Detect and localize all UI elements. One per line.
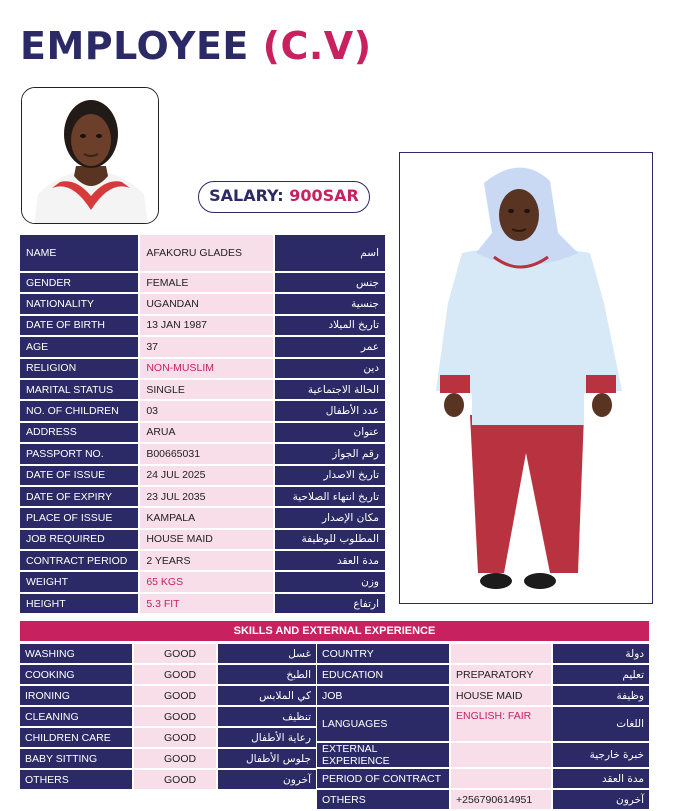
info-arabic-label: جنسية [275,294,385,313]
info-arabic-label: المطلوب للوظيفة [275,530,385,549]
info-value: B00665031 [138,444,274,463]
skill-arabic-label: كي الملابس [218,686,316,705]
personal-info-table [20,233,385,615]
info-label: DATE OF BIRTH [20,316,138,335]
experience-row [317,790,649,809]
skills-section-title: SKILLS AND EXTERNAL EXPERIENCE [20,621,649,641]
skill-label: IRONING [20,686,132,705]
skill-row [20,707,316,726]
info-arabic-label: تاريخ الاصدار [275,466,385,485]
experience-label: EDUCATION [317,665,449,684]
info-label: JOB REQUIRED [20,530,138,549]
info-row-nationality [20,294,385,313]
info-label: HEIGHT [20,594,138,613]
info-label: NAME [20,235,138,271]
experience-arabic-label: آخرون [553,790,649,809]
skills-table [20,642,316,791]
salary-value: 900SAR [289,186,359,205]
info-arabic-label: دين [275,359,385,378]
experience-value: PREPARATORY [449,665,553,684]
info-arabic-label: تاريخ الميلاد [275,316,385,335]
experience-label: PERIOD OF CONTRACT [317,769,449,788]
page-title [20,24,372,68]
info-value: KAMPALA [138,508,274,527]
info-label: CONTRACT PERIOD [20,551,138,570]
skill-arabic-label: غسل [218,644,316,663]
info-arabic-label: الحالة الاجتماعية [275,380,385,399]
info-label: RELIGION [20,359,138,378]
skill-label: WASHING [20,644,132,663]
info-arabic-label: مكان الإصدار [275,508,385,527]
info-label: ADDRESS [20,423,138,442]
skill-value: GOOD [132,707,218,726]
info-value: 13 JAN 1987 [138,316,274,335]
salary-badge [198,181,370,213]
info-value: 03 [138,401,274,420]
info-label: DATE OF ISSUE [20,466,138,485]
info-label: AGE [20,337,138,356]
info-row-passport-no [20,444,385,463]
experience-arabic-label: اللغات [553,707,649,741]
skill-arabic-label: الطبخ [218,665,316,684]
info-label: NO. OF CHILDREN [20,401,138,420]
info-row-children [20,401,385,420]
experience-value [449,644,553,663]
skill-row [20,770,316,789]
info-row-date-of-expiry [20,487,385,506]
skill-label: BABY SITTING [20,749,132,768]
info-value: 37 [138,337,274,356]
info-row-marital-status [20,380,385,399]
info-value: UGANDAN [138,294,274,313]
skill-row [20,644,316,663]
skill-label: COOKING [20,665,132,684]
info-row-address [20,423,385,442]
info-value: 24 JUL 2025 [138,466,274,485]
info-arabic-label: تاريخ انتهاء الصلاحية [275,487,385,506]
experience-value: ENGLISH: FAIR [449,707,553,741]
info-value: NON-MUSLIM [138,359,274,378]
skill-arabic-label: آخرون [218,770,316,789]
experience-arabic-label: مدة العقد [553,769,649,788]
info-row-place-of-issue [20,508,385,527]
info-label: NATIONALITY [20,294,138,313]
info-row-contract-period [20,551,385,570]
title-main: EMPLOYEE [20,24,249,68]
skill-arabic-label: تنظيف [218,707,316,726]
info-value: 23 JUL 2035 [138,487,274,506]
info-value: SINGLE [138,380,274,399]
experience-label: JOB [317,686,449,705]
skill-value: GOOD [132,665,218,684]
experience-label: COUNTRY [317,644,449,663]
skill-value: GOOD [132,644,218,663]
skill-value: GOOD [132,686,218,705]
info-label: PASSPORT NO. [20,444,138,463]
experience-row [317,686,649,705]
info-row-age [20,337,385,356]
info-value: AFAKORU GLADES [138,235,274,271]
info-value: FEMALE [138,273,274,292]
experience-row [317,743,649,767]
info-row-religion [20,359,385,378]
experience-value: +256790614951 [449,790,553,809]
full-body-photo [399,152,653,604]
skill-row [20,728,316,747]
info-arabic-label: وزن [275,572,385,591]
info-row-date-of-birth [20,316,385,335]
info-label: PLACE OF ISSUE [20,508,138,527]
info-arabic-label: عنوان [275,423,385,442]
skill-row [20,749,316,768]
info-label: MARITAL STATUS [20,380,138,399]
skill-arabic-label: رعاية الأطفال [218,728,316,747]
experience-arabic-label: دولة [553,644,649,663]
info-row-height [20,594,385,613]
info-value: 65 KGS [138,572,274,591]
info-row-date-of-issue [20,466,385,485]
experience-row [317,665,649,684]
info-arabic-label: اسم [275,235,385,271]
passport-photo [21,87,159,224]
info-row-weight [20,572,385,591]
info-label: GENDER [20,273,138,292]
experience-row [317,707,649,741]
skill-value: GOOD [132,770,218,789]
info-arabic-label: رقم الجواز [275,444,385,463]
info-value: 2 YEARS [138,551,274,570]
info-arabic-label: جنس [275,273,385,292]
skill-label: OTHERS [20,770,132,789]
info-row-gender [20,273,385,292]
experience-label: LANGUAGES [317,707,449,741]
experience-label: OTHERS [317,790,449,809]
experience-value: HOUSE MAID [449,686,553,705]
experience-value [449,743,553,767]
experience-value [449,769,553,788]
experience-row [317,769,649,788]
experience-arabic-label: خبرة خارجية [553,743,649,767]
skill-value: GOOD [132,728,218,747]
skill-label: CHILDREN CARE [20,728,132,747]
experience-label: EXTERNAL EXPERIENCE [317,743,449,767]
info-row-job-required [20,530,385,549]
title-accent: (C.V) [262,24,372,68]
experience-arabic-label: وظيفة [553,686,649,705]
info-value: 5.3 FIT [138,594,274,613]
info-row-name [20,235,385,271]
info-label: DATE OF EXPIRY [20,487,138,506]
info-label: WEIGHT [20,572,138,591]
skill-label: CLEANING [20,707,132,726]
skill-arabic-label: جلوس الأطفال [218,749,316,768]
info-value: ARUA [138,423,274,442]
info-value: HOUSE MAID [138,530,274,549]
skill-row [20,665,316,684]
experience-row [317,644,649,663]
experience-arabic-label: تعليم [553,665,649,684]
info-arabic-label: عمر [275,337,385,356]
salary-label: SALARY: [209,186,284,205]
experience-table [317,642,649,811]
info-arabic-label: مدة العقد [275,551,385,570]
skill-value: GOOD [132,749,218,768]
skill-row [20,686,316,705]
info-arabic-label: عدد الأطفال [275,401,385,420]
info-arabic-label: ارتفاع [275,594,385,613]
